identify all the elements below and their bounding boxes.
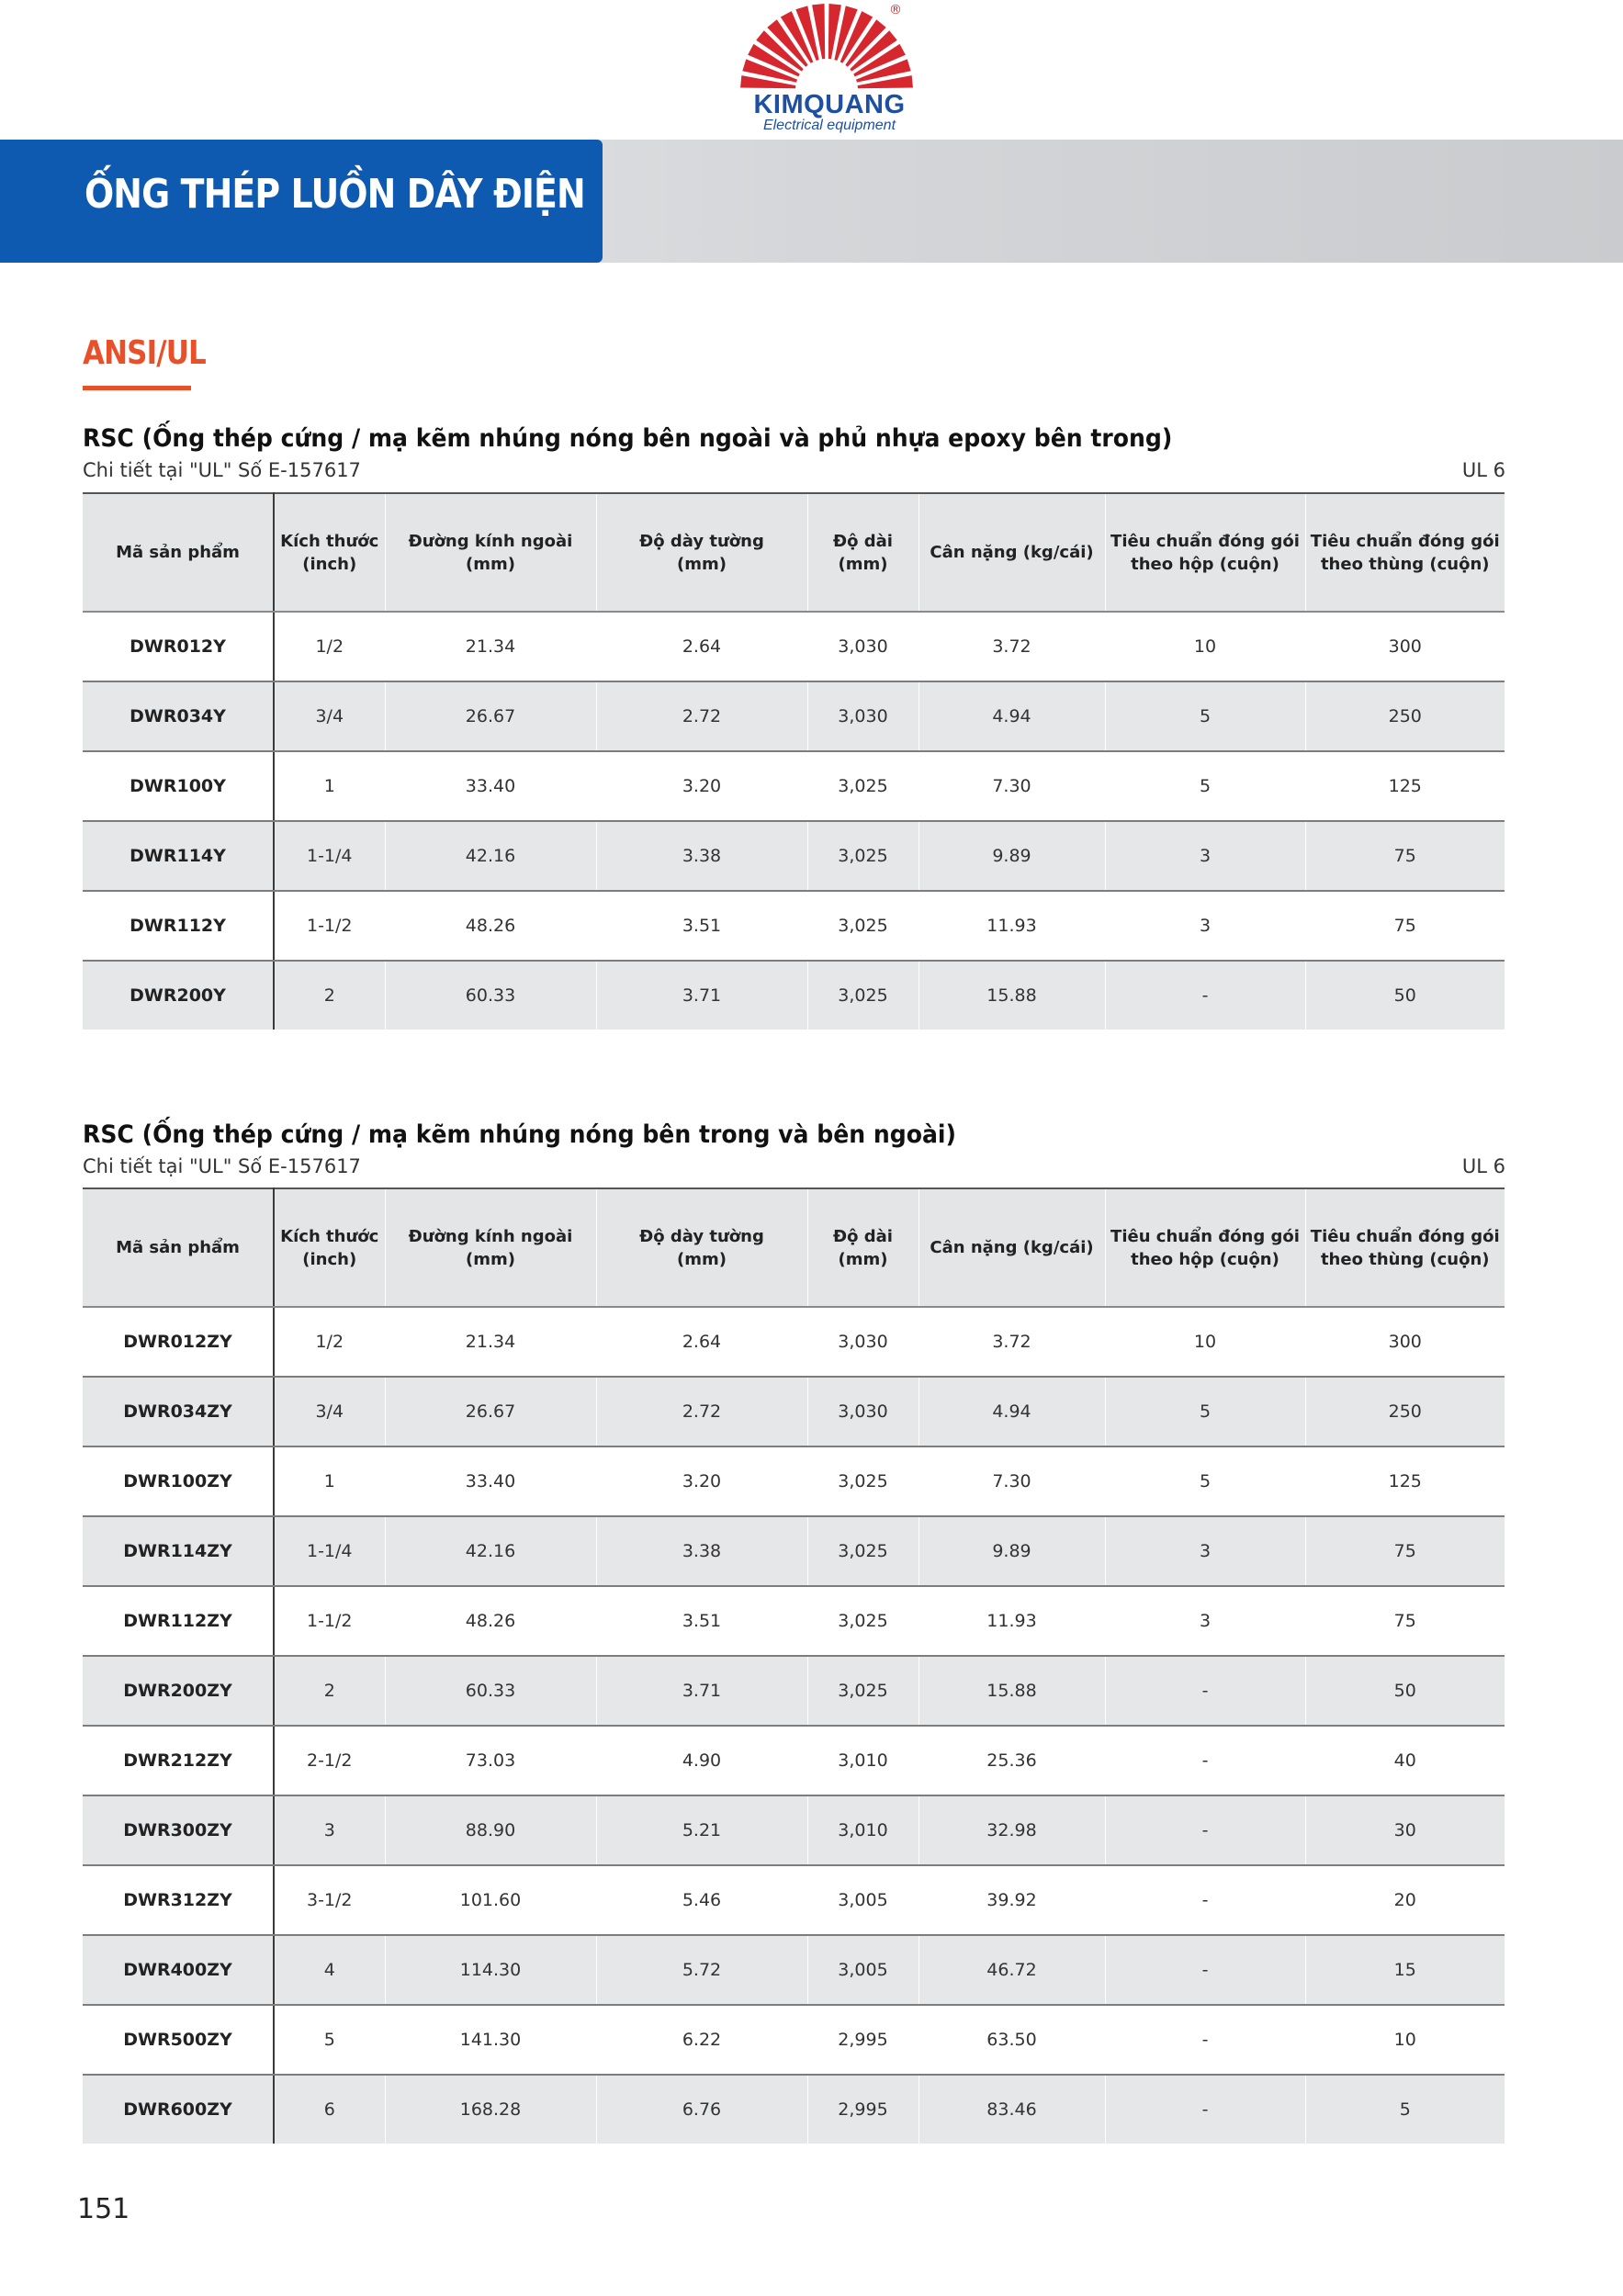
table-cell: - (1105, 2005, 1305, 2075)
table-cell: 7.30 (919, 1446, 1105, 1516)
table-cell: 15.88 (919, 961, 1105, 1030)
product-code-cell: DWR600ZY (83, 2075, 274, 2144)
table-cell: 9.89 (919, 1516, 1105, 1586)
column-header: Cân nặng (kg/cái) (919, 493, 1105, 612)
table-cell: 40 (1305, 1726, 1505, 1795)
table-cell: 3,025 (807, 821, 919, 891)
table-cell: 50 (1305, 961, 1505, 1030)
product-code-cell: DWR212ZY (83, 1726, 274, 1795)
table-cell: 21.34 (385, 1307, 596, 1377)
table-row (83, 1307, 1505, 1377)
table-cell: 3,030 (807, 681, 919, 751)
table-cell: 5 (1105, 681, 1305, 751)
table-cell: 3.51 (596, 891, 807, 961)
table-cell: 3 (1105, 1516, 1305, 1586)
table-cell: 39.92 (919, 1865, 1105, 1935)
table-cell: 4.94 (919, 681, 1105, 751)
table-cell: 5 (1305, 2075, 1505, 2144)
table-header-row (83, 1188, 1505, 1307)
table-cell: 33.40 (385, 751, 596, 821)
table-cell: 30 (1305, 1795, 1505, 1865)
table-cell: 3,005 (807, 1865, 919, 1935)
table-cell: 5.21 (596, 1795, 807, 1865)
standard-label: ANSI/UL (83, 334, 206, 372)
table-cell: 3-1/2 (274, 1865, 385, 1935)
table-cell: 5 (1105, 751, 1305, 821)
table-cell: 3 (1105, 821, 1305, 891)
table-cell: 42.16 (385, 821, 596, 891)
table-cell: 3.72 (919, 612, 1105, 681)
table-cell: - (1105, 1865, 1305, 1935)
section-2-subtitle: Chi tiết tại "UL" Số E-157617 (83, 1155, 361, 1177)
table-cell: 48.26 (385, 1586, 596, 1656)
table-cell: 11.93 (919, 1586, 1105, 1656)
product-code-cell: DWR012Y (83, 612, 274, 681)
table-cell: 73.03 (385, 1726, 596, 1795)
table-cell: 6.76 (596, 2075, 807, 2144)
table-cell: 300 (1305, 612, 1505, 681)
table-cell: 2,995 (807, 2075, 919, 2144)
table-cell: 46.72 (919, 1935, 1105, 2005)
table-cell: 114.30 (385, 1935, 596, 2005)
table-cell: 10 (1105, 1307, 1305, 1377)
table-cell: 5 (1105, 1377, 1305, 1446)
table-cell: 4 (274, 1935, 385, 2005)
table-cell: 5.72 (596, 1935, 807, 2005)
table-row (83, 2075, 1505, 2144)
table-cell: 3,030 (807, 1307, 919, 1377)
product-code-cell: DWR114Y (83, 821, 274, 891)
table-cell: 75 (1305, 1516, 1505, 1586)
column-header: Tiêu chuẩn đóng gói theo thùng (cuộn) (1305, 493, 1505, 612)
table-cell: 3,025 (807, 891, 919, 961)
table-row (83, 1377, 1505, 1446)
column-header: Độ dày tường (mm) (596, 493, 807, 612)
page-number: 151 (77, 2193, 130, 2225)
table-cell: 75 (1305, 821, 1505, 891)
table-cell: 3,025 (807, 961, 919, 1030)
table-cell: 2.64 (596, 1307, 807, 1377)
table-cell: 2 (274, 961, 385, 1030)
section-1-subtitle: Chi tiết tại "UL" Số E-157617 (83, 459, 361, 481)
table-cell: 3,025 (807, 751, 919, 821)
table-cell: 75 (1305, 1586, 1505, 1656)
table-cell: 88.90 (385, 1795, 596, 1865)
table-cell: 7.30 (919, 751, 1105, 821)
table-cell: 250 (1305, 1377, 1505, 1446)
table-cell: 6.22 (596, 2005, 807, 2075)
column-header: Tiêu chuẩn đóng gói theo thùng (cuộn) (1305, 1188, 1505, 1307)
table-cell: 3/4 (274, 681, 385, 751)
table-cell: 48.26 (385, 891, 596, 961)
table-cell: 2-1/2 (274, 1726, 385, 1795)
table-cell: 101.60 (385, 1865, 596, 1935)
table-cell: 3,010 (807, 1795, 919, 1865)
table-cell: 60.33 (385, 961, 596, 1030)
table-cell: 50 (1305, 1656, 1505, 1726)
column-header: Độ dài (mm) (807, 1188, 919, 1307)
standard-underline (83, 386, 191, 390)
table-cell: 3,025 (807, 1446, 919, 1516)
table-cell: 42.16 (385, 1516, 596, 1586)
product-code-cell: DWR112Y (83, 891, 274, 961)
column-header: Độ dài (mm) (807, 493, 919, 612)
column-header: Đường kính ngoài (mm) (385, 1188, 596, 1307)
table-cell: 3,030 (807, 1377, 919, 1446)
table-row (83, 821, 1505, 891)
table-cell: 300 (1305, 1307, 1505, 1377)
table-cell: 3,030 (807, 612, 919, 681)
product-code-cell: DWR200ZY (83, 1656, 274, 1726)
table-cell: 3.71 (596, 1656, 807, 1726)
table-cell: 4.94 (919, 1377, 1105, 1446)
column-header: Kích thước (inch) (274, 493, 385, 612)
table-cell: 9.89 (919, 821, 1105, 891)
table-cell: 11.93 (919, 891, 1105, 961)
product-code-cell: DWR300ZY (83, 1795, 274, 1865)
product-code-cell: DWR100Y (83, 751, 274, 821)
table-cell: 32.98 (919, 1795, 1105, 1865)
table-cell: 3.38 (596, 821, 807, 891)
column-header: Tiêu chuẩn đóng gói theo hộp (cuộn) (1105, 1188, 1305, 1307)
column-header: Đường kính ngoài (mm) (385, 493, 596, 612)
table-cell: - (1105, 2075, 1305, 2144)
table-cell: 3/4 (274, 1377, 385, 1446)
table-row (83, 961, 1505, 1030)
section-1-table (83, 492, 1505, 1030)
section-2-title: RSC (Ống thép cứng / mạ kẽm nhúng nóng bên trong và bên ngoài) (83, 1120, 956, 1149)
table-cell: 3 (274, 1795, 385, 1865)
table-cell: - (1105, 1935, 1305, 2005)
table-cell: 168.28 (385, 2075, 596, 2144)
table-row (83, 612, 1505, 681)
column-header: Mã sản phẩm (83, 1188, 274, 1307)
section-1-ul-standard: UL 6 (1461, 459, 1505, 481)
table-cell: - (1105, 961, 1305, 1030)
table-row (83, 1865, 1505, 1935)
table-cell: 3 (1105, 891, 1305, 961)
column-header: Kích thước (inch) (274, 1188, 385, 1307)
table-cell: 3 (1105, 1586, 1305, 1656)
table-cell: 1-1/4 (274, 821, 385, 891)
table-row (83, 891, 1505, 961)
table-cell: 83.46 (919, 2075, 1105, 2144)
table-cell: - (1105, 1795, 1305, 1865)
table-row (83, 1516, 1505, 1586)
table-cell: 4.90 (596, 1726, 807, 1795)
column-header: Độ dày tường (mm) (596, 1188, 807, 1307)
column-header: Mã sản phẩm (83, 493, 274, 612)
table-cell: 1-1/2 (274, 1586, 385, 1656)
table-cell: 63.50 (919, 2005, 1105, 2075)
table-row (83, 1795, 1505, 1865)
product-code-cell: DWR500ZY (83, 2005, 274, 2075)
product-code-cell: DWR112ZY (83, 1586, 274, 1656)
table-cell: 60.33 (385, 1656, 596, 1726)
page-title: ỐNG THÉP LUỒN DÂY ĐIỆN (85, 171, 585, 218)
table-cell: 3.20 (596, 751, 807, 821)
product-code-cell: DWR312ZY (83, 1865, 274, 1935)
table-cell: 2.64 (596, 612, 807, 681)
table-cell: 3.20 (596, 1446, 807, 1516)
product-code-cell: DWR114ZY (83, 1516, 274, 1586)
table-cell: 3.71 (596, 961, 807, 1030)
table-cell: 3,025 (807, 1656, 919, 1726)
table-cell: 2.72 (596, 681, 807, 751)
product-code-cell: DWR100ZY (83, 1446, 274, 1516)
table-cell: 26.67 (385, 1377, 596, 1446)
table-row (83, 1446, 1505, 1516)
table-cell: 2 (274, 1656, 385, 1726)
table-cell: - (1105, 1656, 1305, 1726)
table-cell: 1 (274, 751, 385, 821)
table-cell: 125 (1305, 1446, 1505, 1516)
brand-name: KIMQUANG (753, 90, 906, 119)
table-cell: 3.38 (596, 1516, 807, 1586)
table-cell: 20 (1305, 1865, 1505, 1935)
table-cell: 75 (1305, 891, 1505, 961)
table-header-row (83, 493, 1505, 612)
table-row (83, 751, 1505, 821)
registered-mark: ® (889, 3, 902, 17)
section-1-title: RSC (Ống thép cứng / mạ kẽm nhúng nóng bên ngoài và phủ nhựa epoxy bên trong) (83, 424, 1173, 453)
column-header: Tiêu chuẩn đóng gói theo hộp (cuộn) (1105, 493, 1305, 612)
table-cell: 3,010 (807, 1726, 919, 1795)
product-code-cell: DWR034ZY (83, 1377, 274, 1446)
table-cell: 250 (1305, 681, 1505, 751)
table-cell: 125 (1305, 751, 1505, 821)
table-cell: 141.30 (385, 2005, 596, 2075)
table-row (83, 1656, 1505, 1726)
table-row (83, 1935, 1505, 2005)
table-cell: 3.72 (919, 1307, 1105, 1377)
table-cell: 3,025 (807, 1516, 919, 1586)
table-cell: 6 (274, 2075, 385, 2144)
brand-tagline: Electrical equipment (762, 118, 896, 133)
product-code-cell: DWR200Y (83, 961, 274, 1030)
table-cell: 1 (274, 1446, 385, 1516)
table-cell: 5.46 (596, 1865, 807, 1935)
table-cell: 5 (274, 2005, 385, 2075)
table-cell: 15.88 (919, 1656, 1105, 1726)
table-cell: 3,005 (807, 1935, 919, 2005)
table-cell: 21.34 (385, 612, 596, 681)
table-row (83, 2005, 1505, 2075)
table-row (83, 1726, 1505, 1795)
table-cell: - (1105, 1726, 1305, 1795)
table-row (83, 681, 1505, 751)
table-cell: 2,995 (807, 2005, 919, 2075)
table-cell: 26.67 (385, 681, 596, 751)
table-cell: 5 (1105, 1446, 1305, 1516)
table-cell: 10 (1105, 612, 1305, 681)
table-cell: 1-1/2 (274, 891, 385, 961)
table-row (83, 1586, 1505, 1656)
section-2-table (83, 1187, 1505, 2144)
column-header: Cân nặng (kg/cái) (919, 1188, 1105, 1307)
table-cell: 3.51 (596, 1586, 807, 1656)
table-cell: 2.72 (596, 1377, 807, 1446)
product-code-cell: DWR400ZY (83, 1935, 274, 2005)
product-code-cell: DWR012ZY (83, 1307, 274, 1377)
table-cell: 10 (1305, 2005, 1505, 2075)
section-2-ul-standard: UL 6 (1461, 1155, 1505, 1177)
table-cell: 1-1/4 (274, 1516, 385, 1586)
table-cell: 15 (1305, 1935, 1505, 2005)
table-cell: 3,025 (807, 1586, 919, 1656)
table-cell: 1/2 (274, 1307, 385, 1377)
product-code-cell: DWR034Y (83, 681, 274, 751)
table-cell: 33.40 (385, 1446, 596, 1516)
table-cell: 1/2 (274, 612, 385, 681)
table-cell: 25.36 (919, 1726, 1105, 1795)
